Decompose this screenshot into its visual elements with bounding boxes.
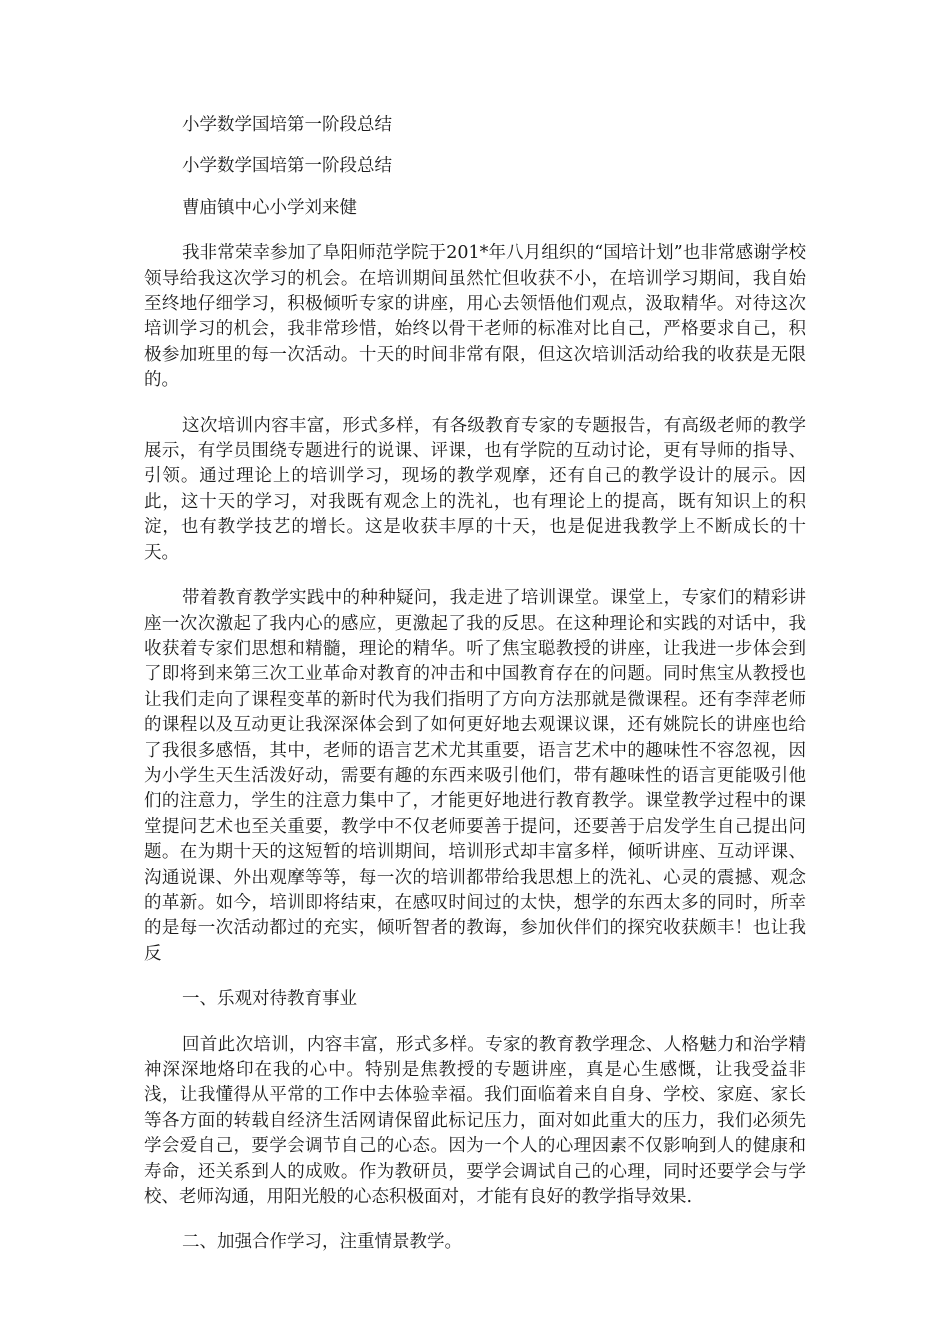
document-title: 小学数学国培第一阶段总结 — [182, 115, 392, 135]
section-paragraph-1: 回首此次培训，内容丰富，形式多样。专家的教育教学理念、人格魅力和治学精神深深地烙印在我的心中。特别是焦教授的专题讲座，真是心生感慨，让我受益非浅，让我懂得从平常的工作中去体验幸福。我们面临着来自自身、学校、家庭、家长等各方面的转载自经济生活网请保留此标记压力，面对如此重大的压力，我们必须先学会爱自己，要学会调节自己的心态。因为一个人的心理因素不仅影响到人的健康和寿命，还关系到人的成败。作为教研员，要学会调试自己的心理，同时还要学会与学校、老师沟通，用阳光般的心态积极面对，才能有良好的教学指导效果. — [144, 1034, 806, 1208]
document-subtitle: 小学数学国培第一阶段总结 — [182, 156, 392, 177]
author-line: 曹庙镇中心小学刘来健 — [182, 197, 357, 218]
paragraph-content: 这次培训内容丰富，形式多样，有各级教育专家的专题报告，有高级老师的教学展示，有学员围绕专题进行的说课、评课，也有学院的互动讨论，更有导师的指导、引领。通过理论上的培训学习，现场的教学观摩，还有自己的教学设计的展示。因此，这十天的学习，对我既有观念上的洗礼，也有理论上的提高，既有知识上的积淀，也有教学技艺的增长。这是收获丰厚的十天，也是促进我教学上不断成长的十天。 — [144, 415, 806, 563]
section-heading-1: 一、乐观对待教育事业 — [182, 989, 357, 1010]
paragraph-reflection: 带着教育教学实践中的种种疑问，我走进了培训课堂。课堂上，专家们的精彩讲座一次次激起了我内心的感应，更激起了我的反思。在这种理论和实践的对话中，我收获着专家们思想和精髓，理论的精华。听了焦宝聪教授的讲座，让我进一步体会到了即将到来第三次工业革命对教育的冲击和中国教育存在的问题。同时焦宝从教授也让我们走向了课程变革的新时代为我们指明了方向方法那就是微课程。还有李萍老师的课程以及互动更让我深深体会到了如何更好地去观课议课，还有姚院长的讲座也给了我很多感悟，其中，老师的语言艺术尤其重要，语言艺术中的趣味性不容忽视，因为小学生天生活泼好动，需要有趣的东西来吸引他们，带有趣味性的语言更能吸引他们的注意力，学生的注意力集中了，才能更好地进行教育教学。课堂教学过程中的课堂提问艺术也至关重要，教学中不仅老师要善于提问，还要善于启发学生自己提出问题。在为期十天的这短暂的培训期间，培训形式却丰富多样，倾听讲座、互动评课、沟通说课、外出观摩等等，每一次的培训都带给我思想上的洗礼、心灵的震撼、观念的革新。如今，培训即将结束，在感叹时间过的太快，想学的东西太多的同时，所幸的是每一次活动都过的充实，倾听智者的教诲，参加伙伴们的探究收获颇丰！也让我反 — [144, 588, 806, 964]
paragraph-intro: 我非常荣幸参加了阜阳师范学院于201*年八月组织的“国培计划”也非常感谢学校领导给我这次学习的机会。在培训期间虽然忙但收获不小，在培训学习期间，我自始至终地仔细学习，积极倾听专家的讲座，用心去领悟他们观点，汲取精华。对待这次培训学习的机会，我非常珍惜，始终以骨干老师的标准对比自己，严格要求自己，积极参加班里的每一次活动。十天的时间非常有限，但这次培训活动给我的收获是无限的。 — [144, 243, 806, 391]
document-body — [144, 113, 806, 1272]
section-heading-2: 二、加强合作学习，注重情景教学。 — [182, 1232, 462, 1253]
